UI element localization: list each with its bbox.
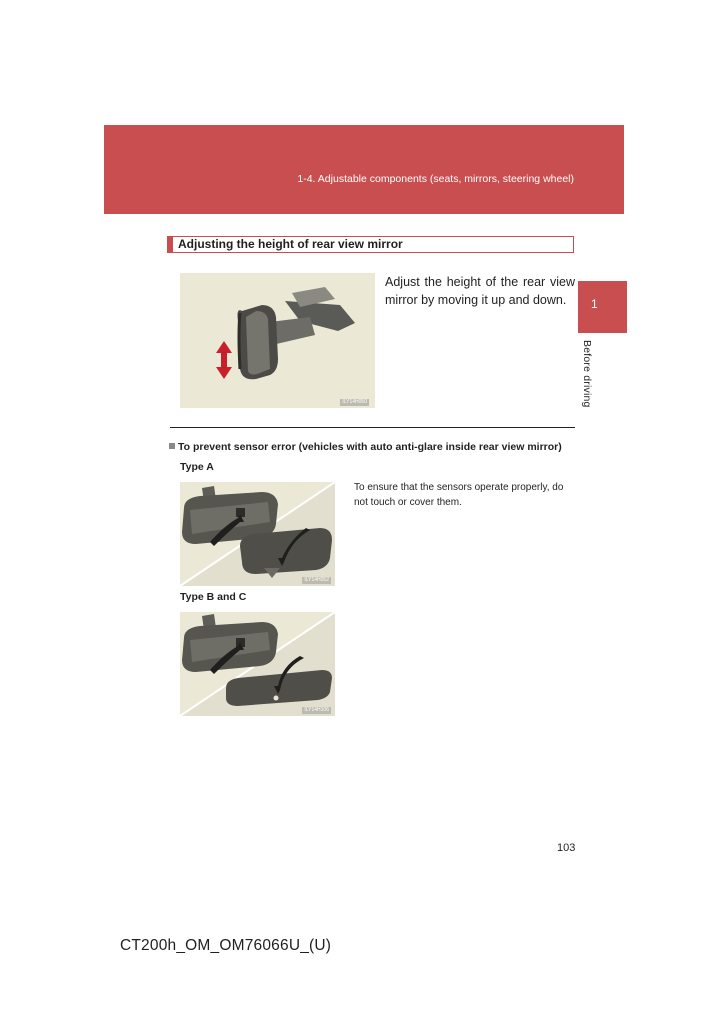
chapter-tab[interactable] [578,281,627,333]
type-bc-figure [180,612,335,716]
up-down-arrow-icon [216,341,232,379]
type-bc-label: Type B and C [180,591,247,603]
sensor-subheading-text: To prevent sensor error (vehicles with auto anti-glare inside rear view mirror) [178,441,562,453]
page-number: 103 [557,842,576,854]
document-id: CT200h_OM_OM76066U_(U) [120,937,332,954]
section-divider [170,427,575,428]
chapter-number: 1 [591,297,598,311]
chapter-label: Before driving [581,340,593,408]
section-heading: Adjusting the height of rear view mirror [167,236,574,253]
adjust-instruction-text: Adjust the height of the rear view mirror by moving it up and down. [385,275,575,307]
header-band [104,125,624,214]
bullet-square-icon [169,443,175,449]
figure-code: ILY14H052 [304,577,329,583]
section-path-title: 1-4. Adjustable components (seats, mirrors, steering wheel) [297,173,574,185]
figure-code: ILY14H050 [342,399,367,405]
type-a-label: Type A [180,461,214,473]
sensor-note-text: To ensure that the sensors operate properly, do not touch or cover them. [354,482,564,508]
figure-code: ILY14H106 [304,707,329,713]
sensor-subheading [169,441,562,453]
mirror-height-figure [180,273,375,408]
type-a-figure [180,482,335,586]
